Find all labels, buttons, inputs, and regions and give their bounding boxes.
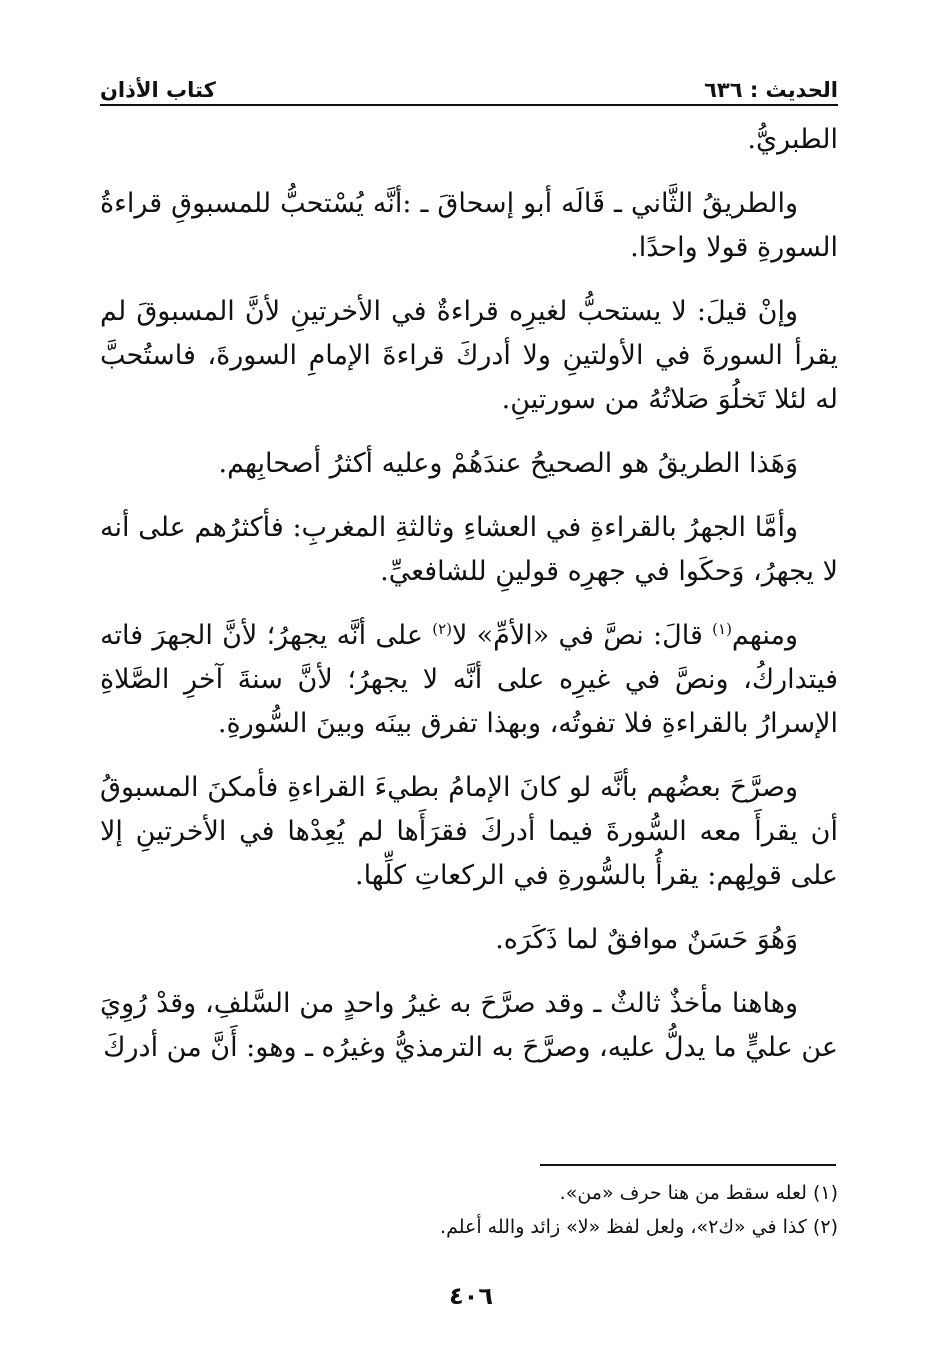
paragraph-6-mid: قالَ: نصَّ في «الأمِّ» لا: [452, 620, 703, 651]
header-hadith-number: الحديث : ٦٣٦: [704, 78, 838, 102]
paragraph-9: وهاهنا مأخذٌ ثالثٌ ـ وقد صرَّحَ به غيرُ واحدٍ من السَّلفِ، وقدْ رُوِيَ عن عليٍّ ما يدلُّ عليه، وصرَّحَ به الترمذيُّ وغيرُه ـ وهو: أَنَّ من أدركَ: [100, 988, 838, 1063]
footnote-ref-2: (٢): [432, 620, 453, 638]
footnote-rule: [540, 1164, 836, 1166]
paragraph-5: وأمَّا الجهرُ بالقراءةِ في العشاءِ وثالثةِ المغربِ: فأكثرُهم على أنه لا يجهرُ، وَحكَوا في جهرِه قولينِ للشافعيِّ.: [100, 512, 838, 587]
footnote-2: (٢) كذا في «ك٢»، ولعل لفظ «لا» زائد والله أعلم.: [440, 1216, 838, 1238]
paragraph-4: وَهَذا الطريقُ هو الصحيحُ عندَهُمْ وعليه أكثرُ أصحابِهم.: [218, 448, 798, 479]
page-number: ٤٠٦: [449, 1282, 493, 1310]
header-book-title: كتاب الأذان: [100, 78, 216, 102]
paragraph-6: [100, 614, 838, 746]
paragraph-8: وَهُوَ حَسَنٌ موافقٌ لما ذَكَرَه.: [495, 924, 798, 955]
main-text: [100, 118, 838, 1090]
paragraph-6-end: على أنَّه يجهرُ؛ لأنَّ الجهرَ فاته فيتداركُ، ونصَّ في غيرِه على أنَّه لا يجهرُ؛ لأنَّ سنةَ آخرِ الصَّلاةِ الإسرارُ بالقراءةِ فلا تفوتُه، وبهذا تفرق بينَه وبينَ السُّورةِ.: [100, 620, 838, 739]
paragraph-7: وصرَّحَ بعضُهم بأنَّه لو كانَ الإمامُ بطيءَ القراءةِ فأمكنَ المسبوقُ أن يقرأَ معه السُّورةَ فيما أدركَ فقرَأَها لم يُعِدْها في الأخرتينِ إلا على قولِهم: يقرأُ بالسُّورةِ في الركعاتِ كلِّها.: [100, 772, 838, 891]
footnote-1: (١) لعله سقط من هنا حرف «من».: [559, 1182, 838, 1204]
paragraph-2: والطريقُ الثَّاني ـ قَالَه أبو إسحاقَ ـ :أنَّه يُسْتحبُّ للمسبوقِ قراءةُ السورةِ قولا واحدًا.: [100, 188, 838, 263]
page-header: [100, 62, 838, 102]
paragraph-3: وإنْ قيلَ: لا يستحبُّ لغيرِه قراءةٌ في الأخرتينِ لأنَّ المسبوقَ لم يقرأ السورةَ في الأولتينِ ولا أدركَ قراءةَ الإمامِ السورةَ، فاستُحبَّ له لئلا تَخلُوَ صَلاتُهُ من سورتينِ.: [100, 296, 838, 415]
paragraph-1: الطبريُّ.: [747, 124, 838, 155]
footnote-ref-1: (١): [712, 620, 732, 638]
header-rule: [100, 104, 838, 106]
footnotes: [100, 1176, 838, 1244]
paragraph-6-start: ومنهم: [731, 620, 798, 651]
